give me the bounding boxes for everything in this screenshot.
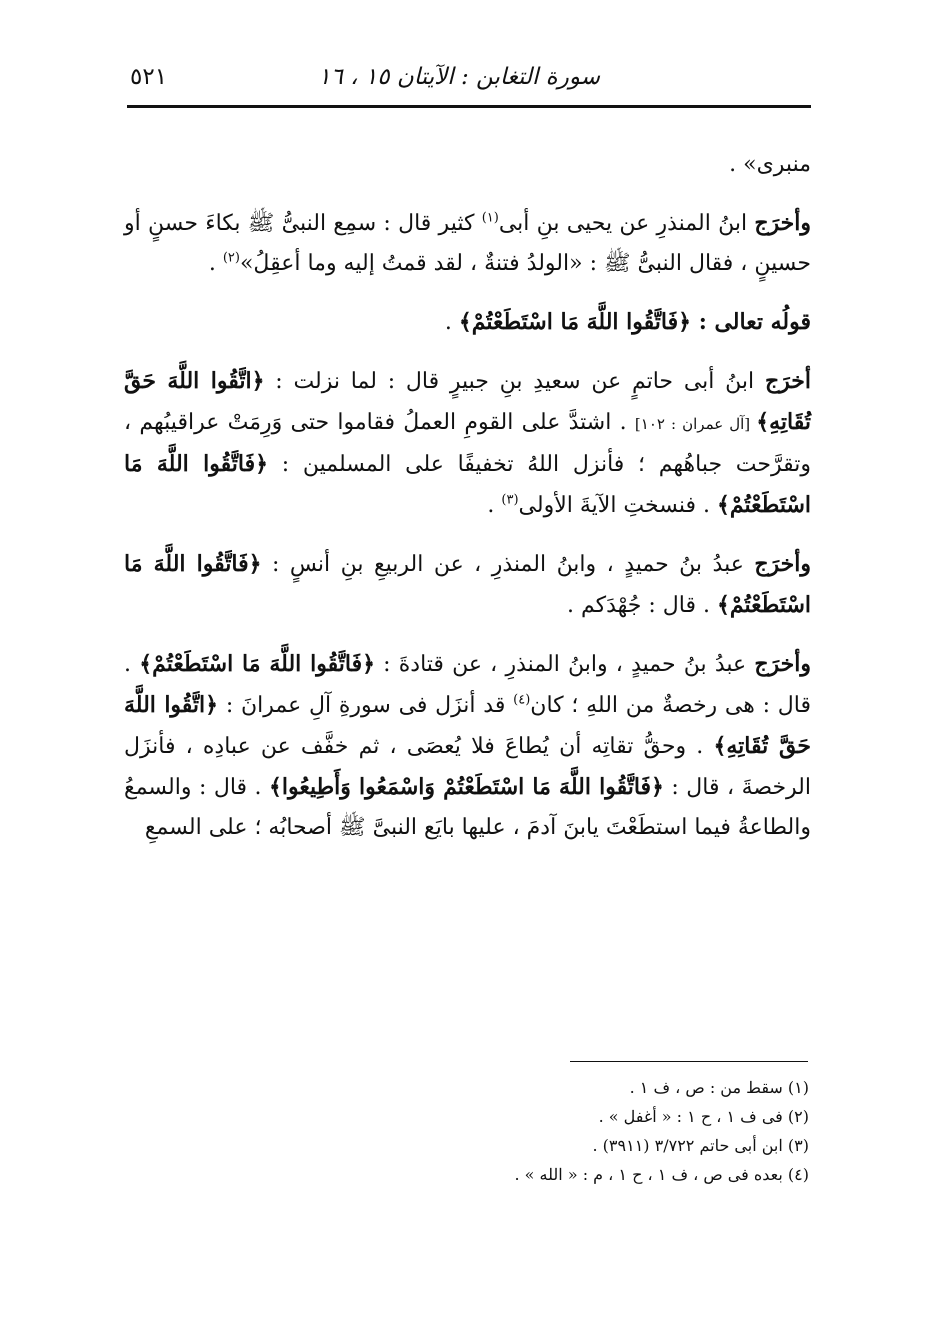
verse-quote: ﴿اتَّقُوا اللَّهَ حَقَّ تُقَاتِهِ﴾ xyxy=(124,368,811,435)
paragraph-narration-2: أخرَج ابنُ أبى حاتمٍ عن سعيدِ بنِ جبيرٍ قال : لما نزلت : ﴿اتَّقُوا اللَّهَ حَقَّ تُقَاتِهِ﴾ [آل عمران : ١٠٢] . اشتدَّ على القومِ العملُ فقاموا حتى وَرِمَتْ عراقيبُهم ، وتقرَّحت جباهُهم ؛ فأنزل اللهُ تخفيفًا على المسلمين : ﴿فَاتَّقُوا اللَّهَ مَا اسْتَطَعْتُمْ﴾ . فنسختِ الآيةَ الأولى$^{(٣)}$ . xyxy=(124,368,811,518)
verse-reference: [آل عمران : ١٠٢] xyxy=(634,415,757,433)
verse-text: ﴿فَاتَّقُوا اللَّهَ مَا اسْتَطَعْتُمْ﴾ xyxy=(458,309,699,335)
verse-quote: ﴿فَاتَّقُوا اللَّهَ مَا اسْتَطَعْتُمْ وَاسْمَعُوا وَأَطِيعُوا﴾ xyxy=(269,774,664,800)
paragraph-continuation: منبرى» . xyxy=(729,152,811,177)
verse-quote: ﴿فَاتَّقُوا اللَّهَ مَا اسْتَطَعْتُمْ﴾ xyxy=(124,551,811,618)
narration-lead: أخرَج xyxy=(764,368,811,394)
paragraph-narration-3: وأخرَج عبدُ بنُ حميدٍ ، وابنُ المنذرِ ، عن الربيعِ بنِ أنسٍ : ﴿فَاتَّقُوا اللَّهَ مَا اسْتَطَعْتُمْ﴾ . قال : جُهْدَكم . xyxy=(124,551,811,618)
verse-heading: قولُه تعالى : ﴿فَاتَّقُوا اللَّهَ مَا اسْتَطَعْتُمْ﴾ . xyxy=(444,309,811,335)
running-header xyxy=(130,60,810,100)
footnote-divider xyxy=(570,1061,808,1062)
paragraph-narration-4: وأخرَج عبدُ بنُ حميدٍ ، وابنُ المنذرِ ، عن قتادةَ : ﴿فَاتَّقُوا اللَّهَ مَا اسْتَطَعْتُمْ﴾ . قال : هى رخصةٌ من اللهِ ؛ كان$^{(٤)}$ قد أنزَل فى سورةِ آلِ عمرانَ : ﴿اتَّقُوا اللَّهَ حَقَّ تُقَاتِهِ﴾ . وحقُّ تقاتِه أن يُطاعَ فلا يُعصَى ، ثم خفَّف عن عبادِه ، فأنزَل الرخصةَ ، قال : ﴿فَاتَّقُوا اللَّهَ مَا اسْتَطَعْتُمْ وَاسْمَعُوا وَأَطِيعُوا﴾ . قال : والسمعُ والطاعةُ فيما استطَعْتَ يابنَ آدمَ ، عليها بايَع النبىَّ ﷺ أصحابُه ؛ على السمعِ xyxy=(124,651,812,840)
running-title: سورة التغابن : الآيتان ١٥ ، ١٦ xyxy=(318,64,600,90)
footnote-ref-1: (١) xyxy=(481,210,499,226)
page-number: ٥٢١ xyxy=(130,64,168,90)
narration-lead: وأخرَج xyxy=(754,551,811,577)
verse-heading-lead: قولُه تعالى : xyxy=(698,309,811,335)
footnote-ref-2: (٢) xyxy=(222,250,240,266)
verse-quote: ﴿اتَّقُوا اللَّهَ حَقَّ تُقَاتِهِ﴾ xyxy=(124,692,811,759)
narration-lead: وأخرَج xyxy=(754,651,812,677)
header-divider xyxy=(127,105,811,108)
main-text xyxy=(124,145,811,848)
paragraph-narration-1: وأخرَج ابنُ المنذرِ عن يحيى بنِ أبى$^{(١)}$ كثير قال : سمِع النبىُّ ﷺ بكاءَ حسنٍ أو حسينٍ ، فقال النبىُّ ﷺ : «الولدُ فتنةٌ ، لقد قمتُ إليه وما أعقِلُ»$^{(٢)}$ . xyxy=(124,210,812,276)
narration-lead: وأخرَج xyxy=(754,210,812,236)
footnote-4: (٤) بعده فى ص ، ف ١ ، ح ١ ، م : « الله » . xyxy=(514,1165,809,1184)
footnotes xyxy=(380,1073,809,1189)
footnote-3: (٣) ابن أبى حاتم ٣/٧٢٢ (٣٩١١) . xyxy=(592,1136,809,1155)
verse-quote: ﴿فَاتَّقُوا اللَّهَ مَا اسْتَطَعْتُمْ﴾ xyxy=(124,451,811,518)
footnote-ref-3: (٣) xyxy=(501,492,519,508)
footnote-1: (١) سقط من : ص ، ف ١ . xyxy=(629,1078,809,1097)
footnote-2: (٢) فى ف ١ ، ح ١ : « أغفل » . xyxy=(598,1107,809,1126)
footnote-ref-4: (٤) xyxy=(513,692,531,708)
verse-quote: ﴿فَاتَّقُوا اللَّهَ مَا اسْتَطَعْتُمْ﴾ xyxy=(139,651,375,677)
